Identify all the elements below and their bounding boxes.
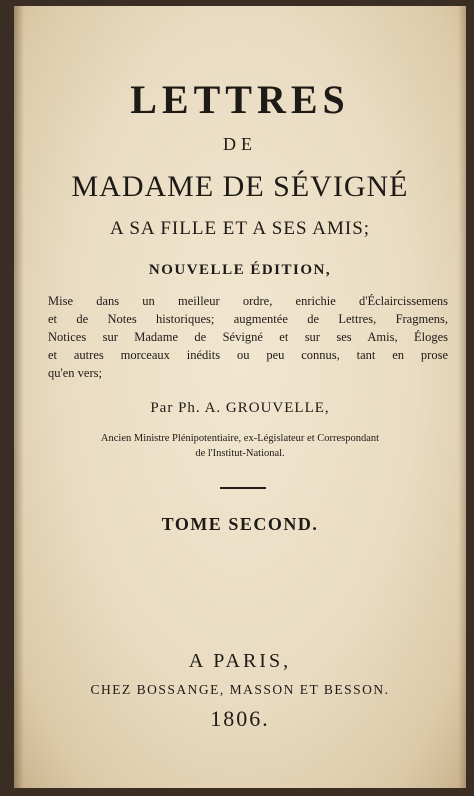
description-line: et autres morceaux inédits ou peu connus, tant en prose [48, 348, 448, 362]
editor-credentials [44, 431, 436, 461]
description-line: Mise dans un meilleur ordre, enrichie d'Éclaircissemens [48, 294, 448, 308]
subtitle: A SA FILLE ET A SES AMIS; [109, 218, 371, 239]
edition-description [48, 292, 448, 382]
book-title: LETTRES [130, 77, 350, 122]
credentials-line: Ancien Ministre Plénipotentiaire, ex-Législateur et Correspondant [100, 433, 380, 444]
description-line: et de Notes historiques; augmentée de Lettres, Fragmens, [48, 312, 448, 326]
title-preposition: DE [223, 134, 257, 154]
credentials-line: de l'Institut-National. [195, 448, 285, 459]
volume-label: TOME SECOND. [161, 514, 319, 534]
divider-rule [220, 487, 266, 489]
publication-year: 1806. [210, 706, 270, 731]
title-page [14, 6, 466, 788]
publication-place: A PARIS, [188, 650, 292, 672]
author-name: MADAME DE SÉVIGNÉ [71, 170, 409, 203]
description-line: Notices sur Madame de Sévigné et sur ses Amis, Éloges [48, 330, 448, 344]
description-line: qu'en vers; [48, 366, 102, 380]
publisher-name: CHEZ BOSSANGE, MASSON ET BESSON. [90, 682, 390, 697]
edition-label: NOUVELLE ÉDITION, [148, 262, 332, 278]
editor-name: Par Ph. A. GROUVELLE, [150, 400, 330, 416]
